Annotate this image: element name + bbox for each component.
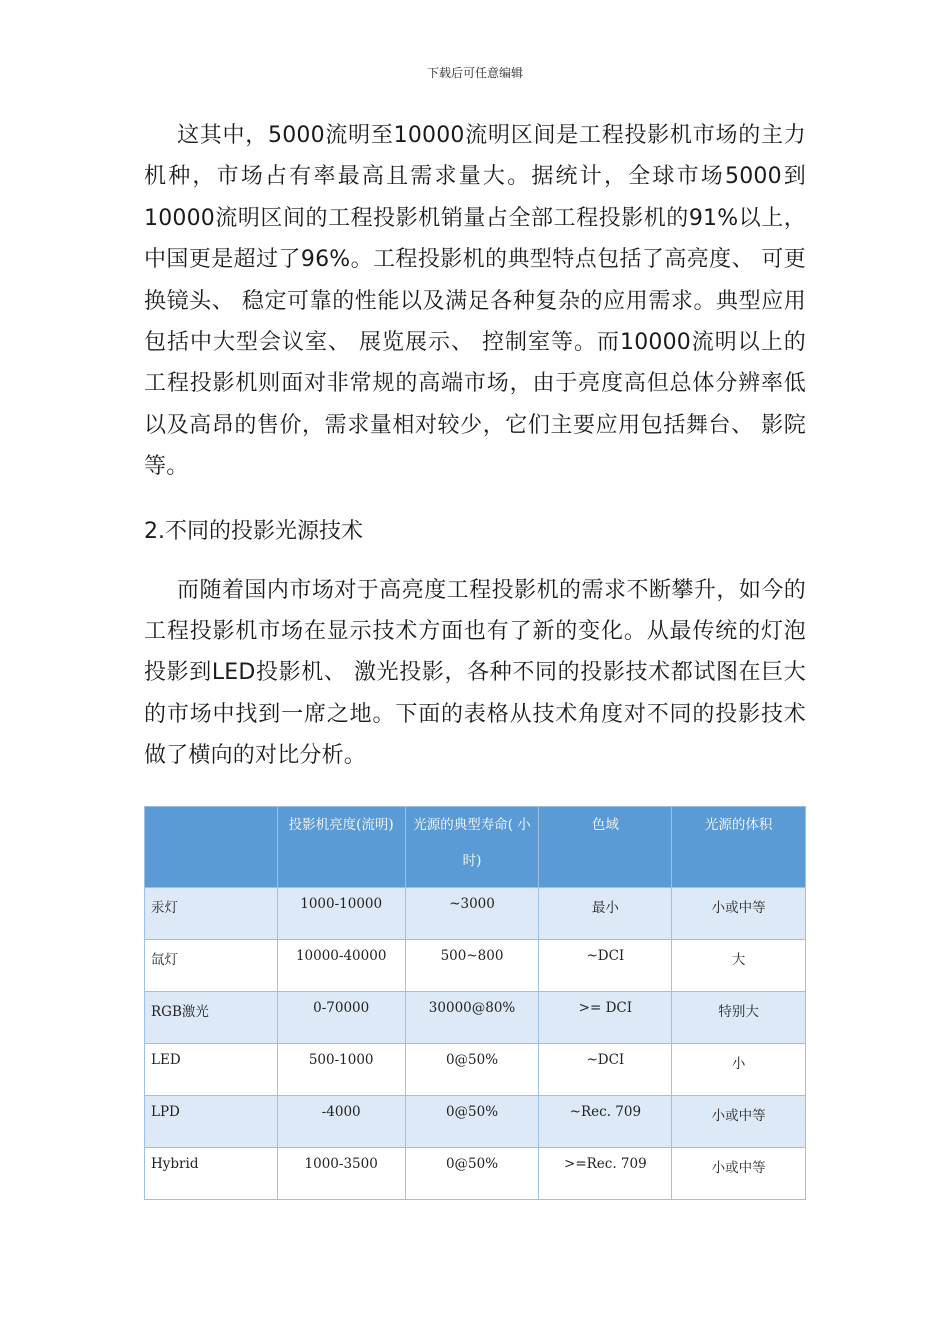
table-cell: 特别大: [672, 992, 806, 1044]
table-cell: 汞灯: [145, 888, 278, 940]
table-row: [145, 992, 806, 1044]
table-cell: RGB激光: [145, 992, 278, 1044]
header-cell-gamut: 色域: [539, 807, 672, 888]
table-cell: 小或中等: [672, 1148, 806, 1200]
table-cell: Hybrid: [145, 1148, 278, 1200]
table-cell: >=Rec. 709: [539, 1148, 672, 1200]
table-cell: LPD: [145, 1096, 278, 1148]
table-row: [145, 940, 806, 992]
table-cell: LED: [145, 1044, 278, 1096]
table-cell: 500~800: [405, 940, 539, 992]
table-cell: 1000-3500: [277, 1148, 405, 1200]
table-cell: ~DCI: [539, 1044, 672, 1096]
table-cell: 0@50%: [405, 1148, 539, 1200]
table-row: [145, 888, 806, 940]
table-row: [145, 1044, 806, 1096]
document-body: [144, 115, 806, 777]
table-cell: 0-70000: [277, 992, 405, 1044]
table-cell: ~DCI: [539, 940, 672, 992]
section-paragraph: 而随着国内市场对于高亮度工程投影机的需求不断攀升，如今的工程投影机市场在显示技术方面也有了新的变化。从最传统的灯泡投影到LED投影机、 激光投影，各种不同的投影技术都试图在巨大的市场中找到一席之地。下面的表格从技术角度对不同的投影技术做了横向的对比分析。: [144, 577, 806, 769]
table-cell: 500-1000: [277, 1044, 405, 1096]
table-cell: 小或中等: [672, 888, 806, 940]
intro-paragraph: 这其中，5000流明至10000流明区间是工程投影机市场的主力机种，市场占有率最高且需求量大。据统计，全球市场5000到10000流明区间的工程投影机销量占全部工程投影机的91%以上，中国更是超过了96%。工程投影机的典型特点包括了高亮度、 可更换镜头、 稳定可靠的性能以及满足各种复杂的应用需求。典型应用包括中大型会议室、 展览展示、 控制室等。而10000流明以上的工程投影机则面对非常规的高端市场，由于亮度高但总体分辨率低以及高昂的售价，需求量相对较少，它们主要应用包括舞台、 影院等。: [144, 123, 806, 480]
header-cell-volume: 光源的体积: [672, 807, 806, 888]
table-cell: 1000-10000: [277, 888, 405, 940]
table-header-row: [145, 807, 806, 888]
table-cell: 最小: [539, 888, 672, 940]
table-cell: 30000@80%: [405, 992, 539, 1044]
table-cell: 0@50%: [405, 1096, 539, 1148]
table-cell: 10000-40000: [277, 940, 405, 992]
header-cell-brightness: 投影机亮度(流明): [277, 807, 405, 888]
table-row: [145, 1096, 806, 1148]
header-cell-lifetime: 光源的典型寿命( 小时): [405, 807, 539, 888]
section-heading: 2.不同的投影光源技术: [144, 518, 363, 544]
table-cell: 小或中等: [672, 1096, 806, 1148]
table-row: [145, 1148, 806, 1200]
table-cell: -4000: [277, 1096, 405, 1148]
table-cell: ~3000: [405, 888, 539, 940]
table-cell: 小: [672, 1044, 806, 1096]
table-cell: 氙灯: [145, 940, 278, 992]
table-cell: 0@50%: [405, 1044, 539, 1096]
page-header: 下载后可任意编辑: [426, 66, 523, 80]
header-cell-label: [145, 807, 278, 888]
projection-tech-table: [144, 806, 806, 1200]
table-cell: 大: [672, 940, 806, 992]
table-cell: ~Rec. 709: [539, 1096, 672, 1148]
table-cell: >= DCI: [539, 992, 672, 1044]
